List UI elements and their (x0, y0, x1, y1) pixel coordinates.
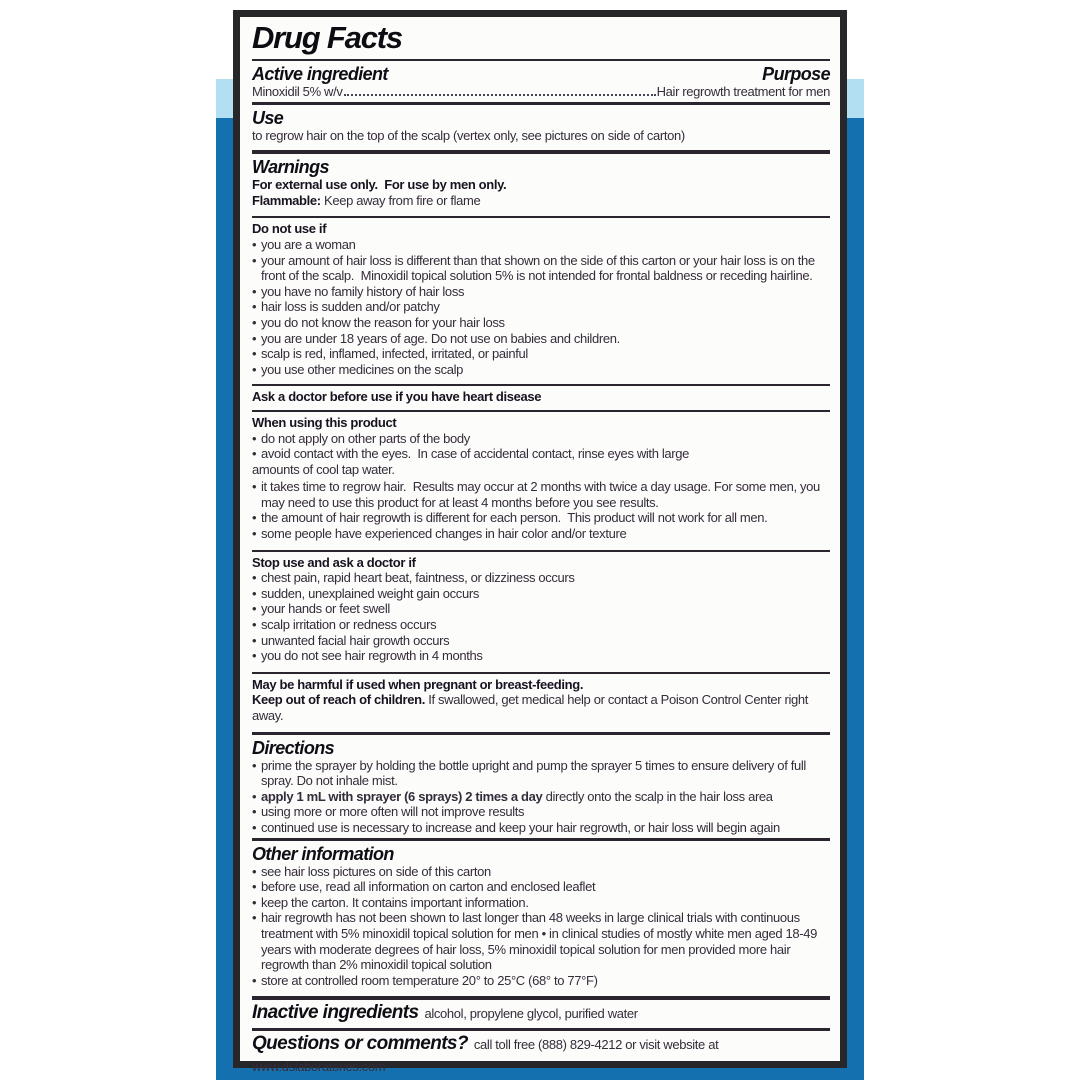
bullet-item: • scalp is red, inflamed, infected, irritated, or painful (252, 346, 830, 362)
when-using-heading: When using this product (252, 414, 397, 430)
divider (252, 384, 830, 386)
bullet-item: • you are a woman (252, 237, 830, 253)
stop-use-heading: Stop use and ask a doctor if (252, 554, 416, 570)
bullet-item: • you do not know the reason for your hair loss (252, 315, 830, 331)
use-section (252, 108, 830, 144)
bullet-item: • unwanted facial hair growth occurs (252, 633, 830, 649)
other-information-heading: Other information (252, 843, 394, 864)
inactive-ingredients-heading: Inactive ingredients (252, 1002, 419, 1024)
flammable-line: Flammable: Keep away from fire or flame (252, 192, 481, 208)
active-ingredient-value: Minoxidil 5% w/v (252, 84, 343, 99)
bullet-item: • it takes time to regrow hair. Results may occur at 2 months with twice a day usage. For some men, you may need to use this product for at least 4 months before you see results. (252, 479, 830, 510)
inactive-ingredients-value: alcohol, propylene glycol, purified water (424, 1006, 638, 1022)
bullet-item: • the amount of hair regrowth is different for each person. This product will not work for all men. (252, 510, 830, 526)
drug-facts-label (233, 10, 847, 1075)
keep-out-bold: Keep out of reach of children. (252, 692, 425, 708)
do-not-use-section (252, 221, 830, 377)
bullet-item: • you do not see hair regrowth in 4 months (252, 648, 830, 664)
questions-value: call toll free (888) 829-4212 or visit website at www.dslaboratories.com (252, 1037, 719, 1075)
bullet-item: • sudden, unexplained weight gain occurs (252, 586, 830, 602)
use-heading: Use (252, 107, 284, 128)
divider (252, 102, 830, 105)
bullet-item: • before use, read all information on carton and enclosed leaflet (252, 879, 830, 895)
bullet-item: • your amount of hair loss is different than that shown on the side of this carton or your hair loss is on the front of the scalp. Minoxidil topical solution 5% is not intended for frontal baldness or receding hairline. (252, 253, 830, 284)
divider (252, 59, 830, 61)
divider (252, 550, 830, 552)
divider (252, 150, 830, 154)
divider (252, 838, 830, 841)
divider (252, 1028, 830, 1031)
stop-use-section (252, 555, 830, 664)
active-ingredient-value-row (252, 84, 830, 100)
dotted-leader (344, 94, 656, 96)
external-use-line: For external use only. For use by men only. (252, 177, 507, 193)
bullet-continuation: amounts of cool tap water. (252, 461, 395, 477)
bullet-item: • you are under 18 years of age. Do not use on babies and children. (252, 331, 830, 347)
divider (252, 672, 830, 674)
bullet-item: • some people have experienced changes in hair color and/or texture (252, 526, 830, 542)
divider (252, 732, 830, 735)
bullet-item: • you use other medicines on the scalp (252, 362, 830, 378)
bullet-item: • see hair loss pictures on side of this carton (252, 864, 830, 880)
bullet-item: • using more or more often will not improve results (252, 804, 830, 820)
bullet-item: • chest pain, rapid heart beat, faintness, or dizziness occurs (252, 570, 830, 586)
active-ingredient-heading: Active ingredient (252, 64, 388, 84)
questions-heading: Questions or comments? (252, 1033, 468, 1055)
bullet-item: • continued use is necessary to increase and keep your hair regrowth, or hair loss will begin again (252, 820, 830, 836)
pregnancy-section (252, 677, 830, 724)
flammable-bold: Flammable: (252, 192, 321, 208)
directions-section (252, 738, 830, 836)
pregnant-line: May be harmful if used when pregnant or breast-feeding. (252, 676, 584, 692)
divider (252, 996, 830, 1000)
bullet-item: • prime the sprayer by holding the bottle upright and pump the sprayer 5 times to ensure delivery of full spray. Do not inhale mist. (252, 758, 830, 789)
bullet-item: • avoid contact with the eyes. In case of accidental contact, rinse eyes with large (252, 446, 830, 462)
keep-out-line: Keep out of reach of children. If swallowed, get medical help or contact a Poison Control Center right away. (252, 692, 809, 723)
bullet-item: • do not apply on other parts of the body (252, 431, 830, 447)
warnings-section (252, 157, 830, 208)
divider (252, 216, 830, 218)
bullet-item: • hair regrowth has not been shown to last longer than 48 weeks in large clinical trials with continuous treatment with 5% minoxidil topical solution for men • in clinical studies of mostly white men aged 18-49 years with moderate degrees of hair loss, 5% minoxidil topical solution for men provided more hair regrowth than 2% minoxidil topical solution (252, 910, 830, 972)
bullet-item: • apply 1 mL with sprayer (6 sprays) 2 times a day directly onto the scalp in the hair loss area (252, 789, 830, 805)
ask-doctor-line: Ask a doctor before use if you have heart disease (252, 389, 542, 405)
bullet-item: • your hands or feet swell (252, 601, 830, 617)
bullet-item: • scalp irritation or redness occurs (252, 617, 830, 633)
bullet-item: • store at controlled room temperature 20° to 25°C (68° to 77°F) (252, 973, 830, 989)
purpose-heading: Purpose (762, 64, 830, 84)
questions-line (252, 1034, 830, 1078)
use-body: to regrow hair on the top of the scalp (vertex only, see pictures on side of carton) (252, 127, 685, 143)
other-information-section (252, 844, 830, 989)
bullet-item: • you have no family history of hair loss (252, 284, 830, 300)
inactive-ingredients-line (252, 1003, 830, 1025)
drug-facts-title: Drug Facts (252, 20, 402, 55)
directions-heading: Directions (252, 737, 335, 758)
do-not-use-heading: Do not use if (252, 221, 327, 237)
when-using-section (252, 415, 830, 542)
warnings-heading: Warnings (252, 157, 329, 178)
active-ingredient-header-row (252, 64, 830, 84)
purpose-value: Hair regrowth treatment for men (656, 84, 830, 99)
bullet-item: • keep the carton. It contains important information. (252, 895, 830, 911)
divider (252, 410, 830, 412)
bullet-item: • hair loss is sudden and/or patchy (252, 299, 830, 315)
